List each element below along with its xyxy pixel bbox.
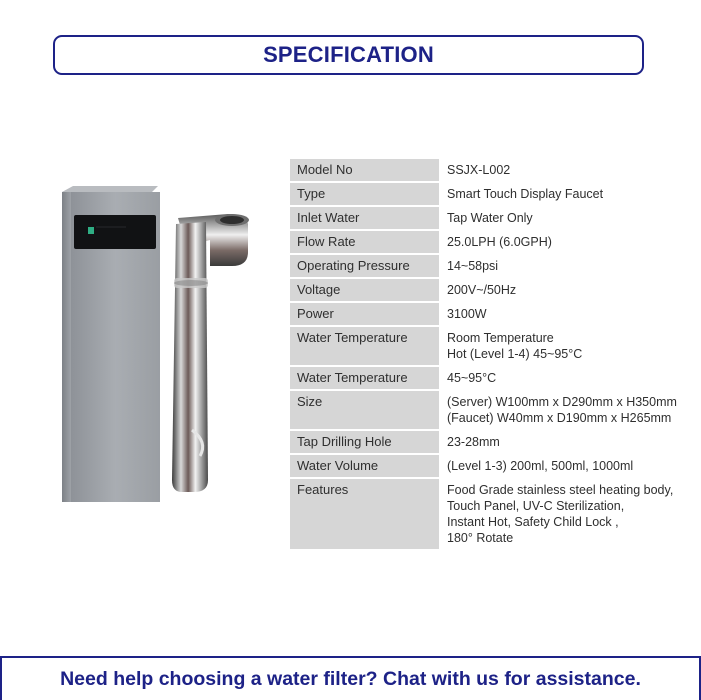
spec-value xyxy=(439,455,690,477)
spec-label: Voltage xyxy=(290,279,439,301)
spec-label: Water Temperature xyxy=(290,327,439,365)
spec-row xyxy=(290,455,690,477)
spec-value-line: Food Grade stainless steel heating body, xyxy=(447,483,674,497)
spec-label: Features xyxy=(290,479,439,549)
spec-row xyxy=(290,303,690,325)
spec-value xyxy=(439,431,690,453)
faucet xyxy=(172,214,249,492)
spec-label: Water Temperature xyxy=(290,367,439,389)
spec-row xyxy=(290,279,690,301)
title-banner xyxy=(53,35,644,75)
spec-value-line: 180° Rotate xyxy=(447,531,514,545)
spec-table xyxy=(290,159,690,551)
spec-value-line: Instant Hot, Safety Child Lock , xyxy=(447,515,619,529)
spec-value xyxy=(439,391,690,429)
spec-value xyxy=(439,479,690,549)
spec-value xyxy=(439,159,690,181)
spec-value-line: Room Temperature xyxy=(447,331,554,345)
spec-label: Flow Rate xyxy=(290,231,439,253)
spec-value-line: Tap Water Only xyxy=(447,211,533,225)
spec-value xyxy=(439,255,690,277)
spec-value-line: 23-28mm xyxy=(447,435,500,449)
spec-row xyxy=(290,367,690,389)
spec-value-line: 3100W xyxy=(447,307,487,321)
spec-label: Type xyxy=(290,183,439,205)
spec-row xyxy=(290,391,690,429)
spec-value-line: 45~95°C xyxy=(447,371,497,385)
page-title: SPECIFICATION xyxy=(263,42,434,67)
spec-row xyxy=(290,327,690,365)
spec-value xyxy=(439,207,690,229)
spec-row xyxy=(290,431,690,453)
server-unit xyxy=(62,186,160,502)
spec-value-line: 14~58psi xyxy=(447,259,499,273)
spec-label: Operating Pressure xyxy=(290,255,439,277)
spec-label: Size xyxy=(290,391,439,429)
spec-value xyxy=(439,327,690,365)
spec-label: Inlet Water xyxy=(290,207,439,229)
spec-value-line: 200V~/50Hz xyxy=(447,283,517,297)
spec-row xyxy=(290,159,690,181)
spec-row xyxy=(290,479,690,549)
display-indicator-icon xyxy=(88,227,94,234)
spec-value xyxy=(439,303,690,325)
display-panel xyxy=(74,215,156,249)
spec-row xyxy=(290,207,690,229)
spec-label: Model No xyxy=(290,159,439,181)
help-banner[interactable] xyxy=(0,656,701,700)
spec-row xyxy=(290,183,690,205)
spec-value-line: Touch Panel, UV-C Sterilization, xyxy=(447,499,625,513)
spec-value-line: Smart Touch Display Faucet xyxy=(447,187,604,201)
spec-label: Tap Drilling Hole xyxy=(290,431,439,453)
spec-value-line: (Server) W100mm x D290mm x H350mm xyxy=(447,395,677,409)
spec-value xyxy=(439,279,690,301)
spec-value xyxy=(439,367,690,389)
spec-value-line: SSJX-L002 xyxy=(447,163,511,177)
spec-value-line: 25.0LPH (6.0GPH) xyxy=(447,235,552,249)
spec-value-line: (Faucet) W40mm x D190mm x H265mm xyxy=(447,411,672,425)
help-banner-text: Need help choosing a water filter? Chat with us for assistance. xyxy=(60,667,641,690)
spec-value-line: (Level 1-3) 200ml, 500ml, 1000ml xyxy=(447,459,634,473)
spec-row xyxy=(290,255,690,277)
product-image xyxy=(60,180,260,520)
spec-value xyxy=(439,231,690,253)
spec-label: Power xyxy=(290,303,439,325)
spec-value-line: Hot (Level 1-4) 45~95°C xyxy=(447,347,583,361)
spec-row xyxy=(290,231,690,253)
spec-label: Water Volume xyxy=(290,455,439,477)
spec-value xyxy=(439,183,690,205)
